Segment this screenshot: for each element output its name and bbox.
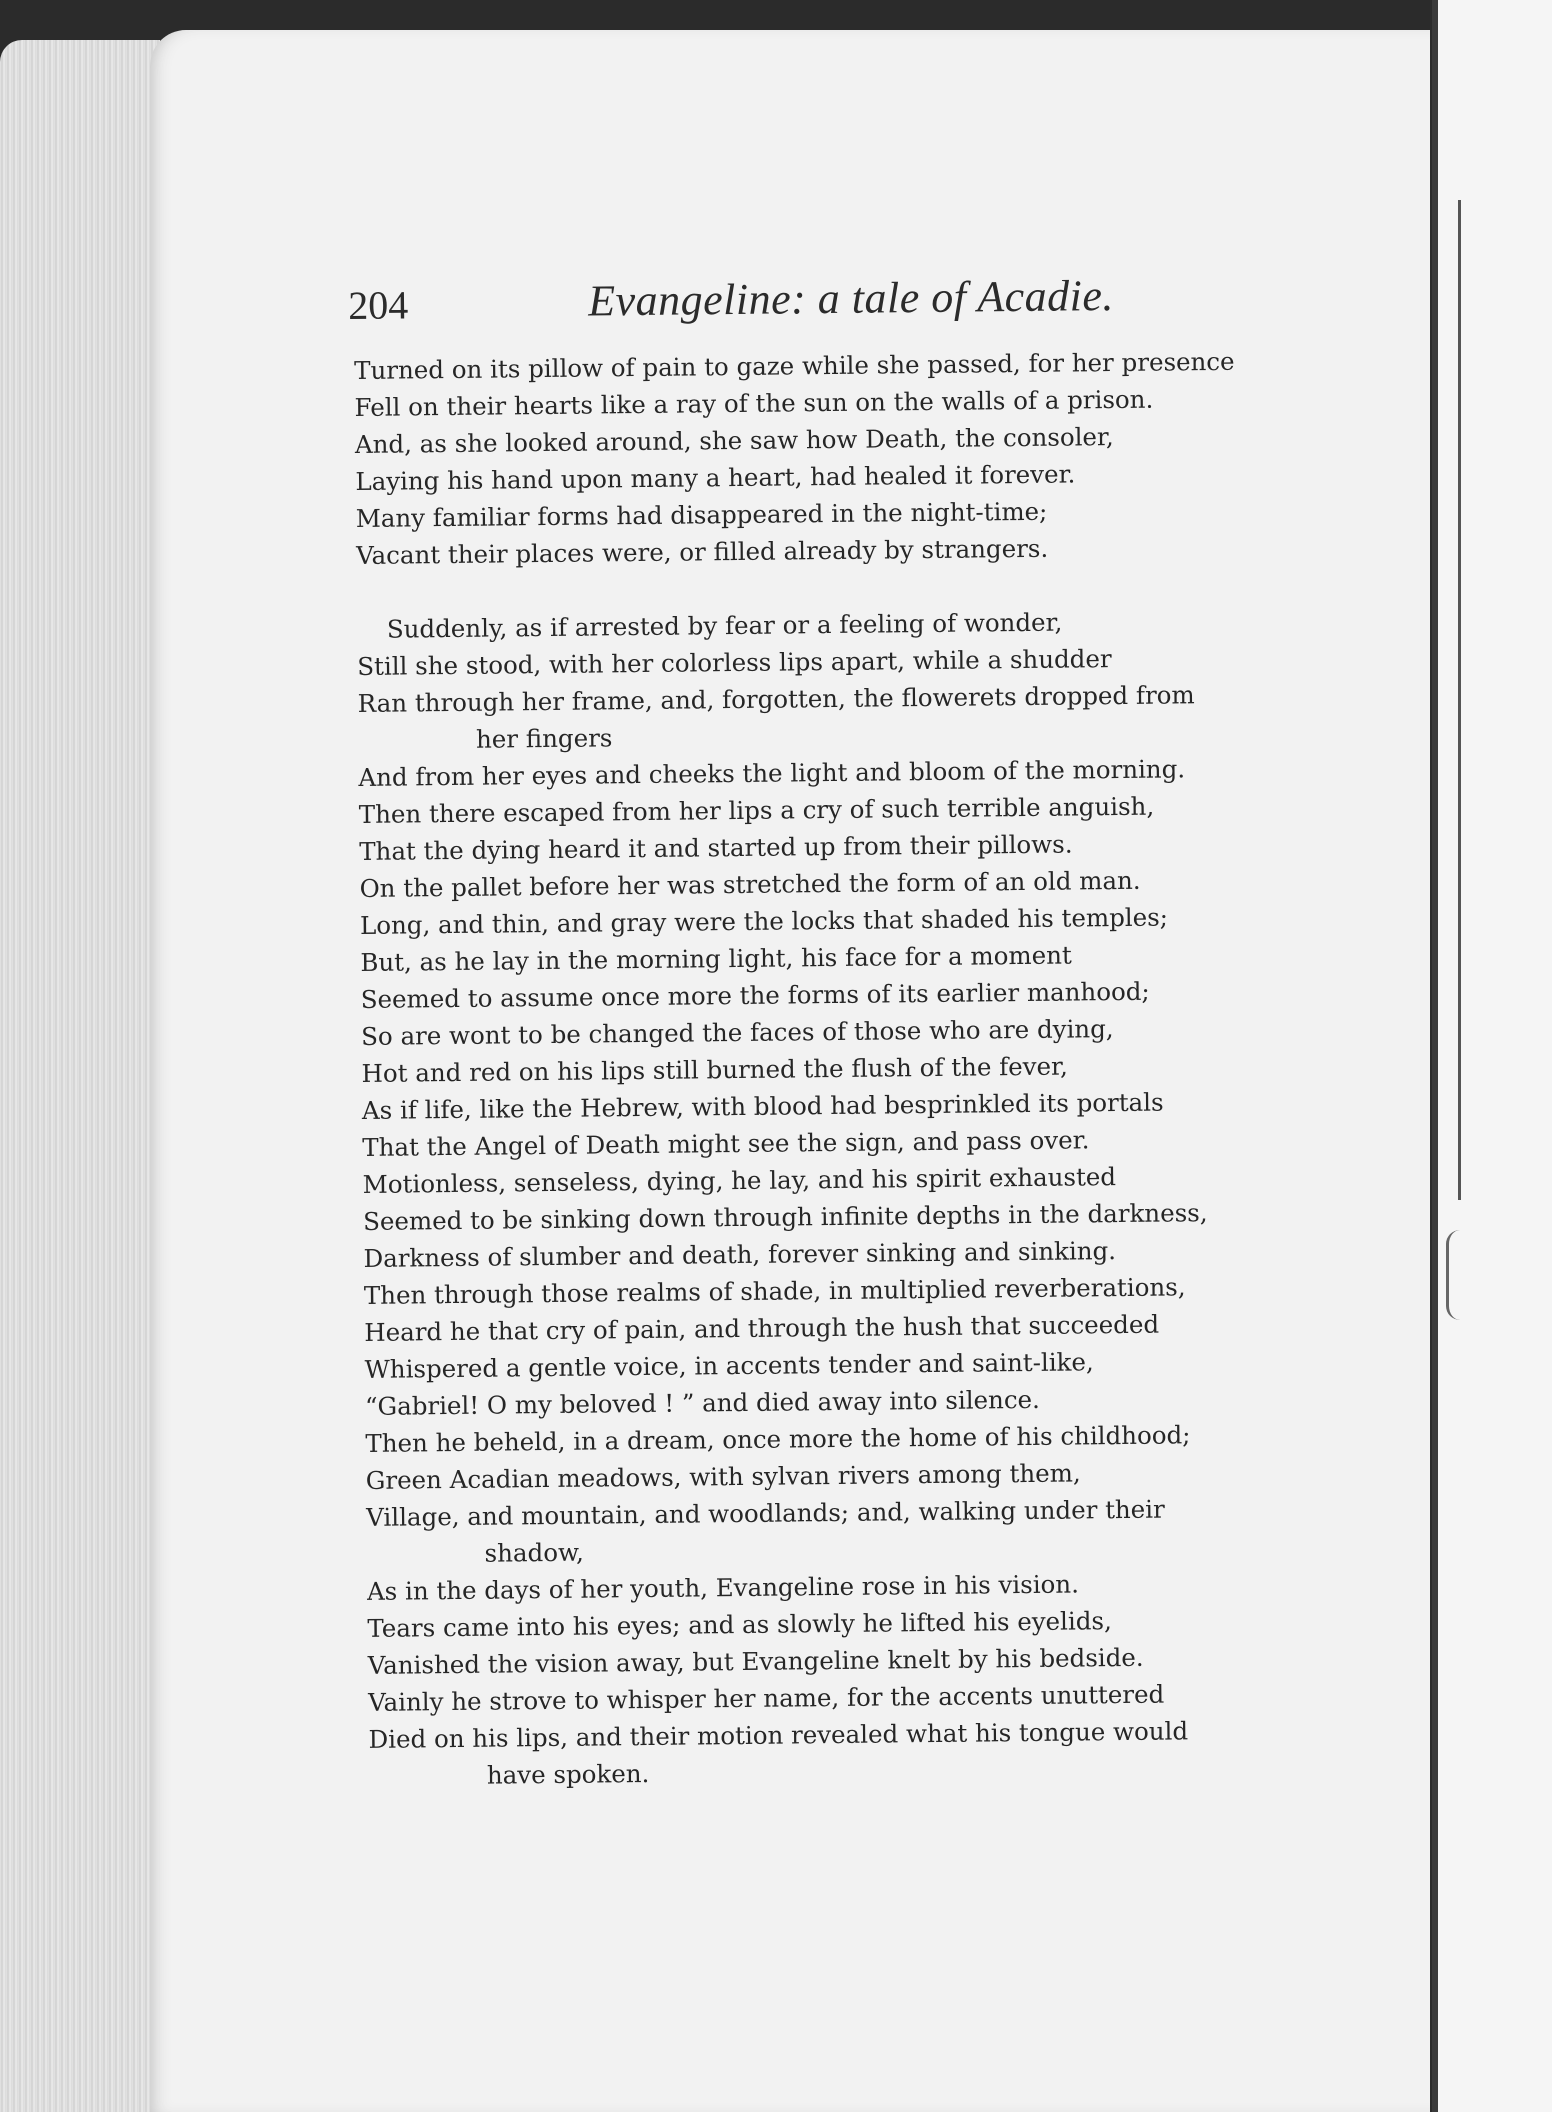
poem-line: Green Acadian meadows, with sylvan rivers among them, xyxy=(365,1458,1081,1495)
page-header xyxy=(348,270,1209,338)
poem-line: Whispered a gentle voice, in accents tender and saint-like, xyxy=(364,1347,1094,1384)
poem-line: As in the days of her youth, Evangeline rose in his vision. xyxy=(366,1569,1080,1606)
facing-page xyxy=(1432,0,1552,2112)
poem-line: And, as she looked around, she saw how Death, the consoler, xyxy=(354,422,1114,459)
poem-line: Many familiar forms had disappeared in the night-time; xyxy=(355,496,1048,533)
poem-line: Motionless, senseless, dying, he lay, and his spirit exhausted xyxy=(362,1162,1117,1199)
poem-line: Vacant their places were, or filled already by strangers. xyxy=(355,533,1049,570)
poem-line: Vanished the vision away, but Evangeline knelt by his bedside. xyxy=(367,1642,1144,1680)
poem-line: Hot and red on his lips still burned the flush of the fever, xyxy=(361,1051,1069,1088)
poem-line: Vainly he strove to whisper her name, for the accents unuttered xyxy=(367,1679,1165,1717)
poem-line-continuation: her fingers xyxy=(475,723,613,754)
poem-line: Darkness of slumber and death, forever sinking and sinking. xyxy=(363,1236,1117,1273)
poem-line: Laying his hand upon many a heart, had healed it forever. xyxy=(355,459,1076,496)
poem-line: As if life, like the Hebrew, with blood had besprinkled its portals xyxy=(361,1087,1164,1125)
poem-line: Then through those realms of shade, in multiplied reverberations, xyxy=(363,1272,1186,1310)
poem-line: Tears came into his eyes; and as slowly he lifted his eyelids, xyxy=(367,1606,1112,1643)
poem-line: “Gabriel! O my beloved ! ” and died away into silence. xyxy=(364,1384,1041,1421)
facing-page-bracket xyxy=(1446,1230,1463,1320)
poem-line-continuation: have spoken. xyxy=(486,1758,650,1790)
page-number: 204 xyxy=(348,282,409,328)
poem-line: Seemed to assume once more the forms of its earlier manhood; xyxy=(360,976,1150,1014)
poem-line: Seemed to be sinking down through infinite depths in the darkness, xyxy=(362,1198,1208,1236)
poem-line: That the Angel of Death might see the sign, and pass over. xyxy=(362,1125,1090,1162)
poem-line: Turned on its pillow of pain to gaze while she passed, for her presence xyxy=(354,346,1235,385)
running-title: Evangeline: a tale of Acadie. xyxy=(587,270,1115,326)
facing-page-rule xyxy=(1458,200,1461,1200)
poem-line-continuation: shadow, xyxy=(484,1537,584,1568)
poem-line: Still she stood, with her colorless lips apart, while a shudder xyxy=(357,644,1112,681)
poem-line: Died on his lips, and their motion revealed what his tongue would xyxy=(368,1716,1189,1754)
poem-line: Suddenly, as if arrested by fear or a feeling of wonder, xyxy=(386,607,1063,644)
poem-line: So are wont to be changed the faces of those who are dying, xyxy=(361,1014,1114,1051)
poem-line: And from her eyes and cheeks the light and bloom of the morning. xyxy=(358,754,1186,792)
poem-text xyxy=(354,342,1369,1795)
poem-line: Fell on their hearts like a ray of the sun on the walls of a prison. xyxy=(354,384,1154,422)
poem-line: Long, and thin, and gray were the locks that shaded his temples; xyxy=(359,902,1169,940)
poem-line: Then there escaped from her lips a cry of such terrible anguish, xyxy=(358,791,1155,829)
poem-line: That the dying heard it and started up from their pillows. xyxy=(359,829,1073,866)
poem-line: Then he beheld, in a dream, once more the home of his childhood; xyxy=(365,1420,1191,1458)
poem-line: Ran through her frame, and, forgotten, the flowerets dropped from xyxy=(357,680,1195,718)
poem-line: Heard he that cry of pain, and through the hush that succeeded xyxy=(364,1309,1160,1347)
book-page-edges xyxy=(0,40,160,2112)
poem-line: Village, and mountain, and woodlands; and, walking under their xyxy=(366,1494,1165,1532)
poem-line: But, as he lay in the morning light, his face for a moment xyxy=(360,940,1072,977)
poem-line: On the pallet before her was stretched the form of an old man. xyxy=(359,865,1141,903)
